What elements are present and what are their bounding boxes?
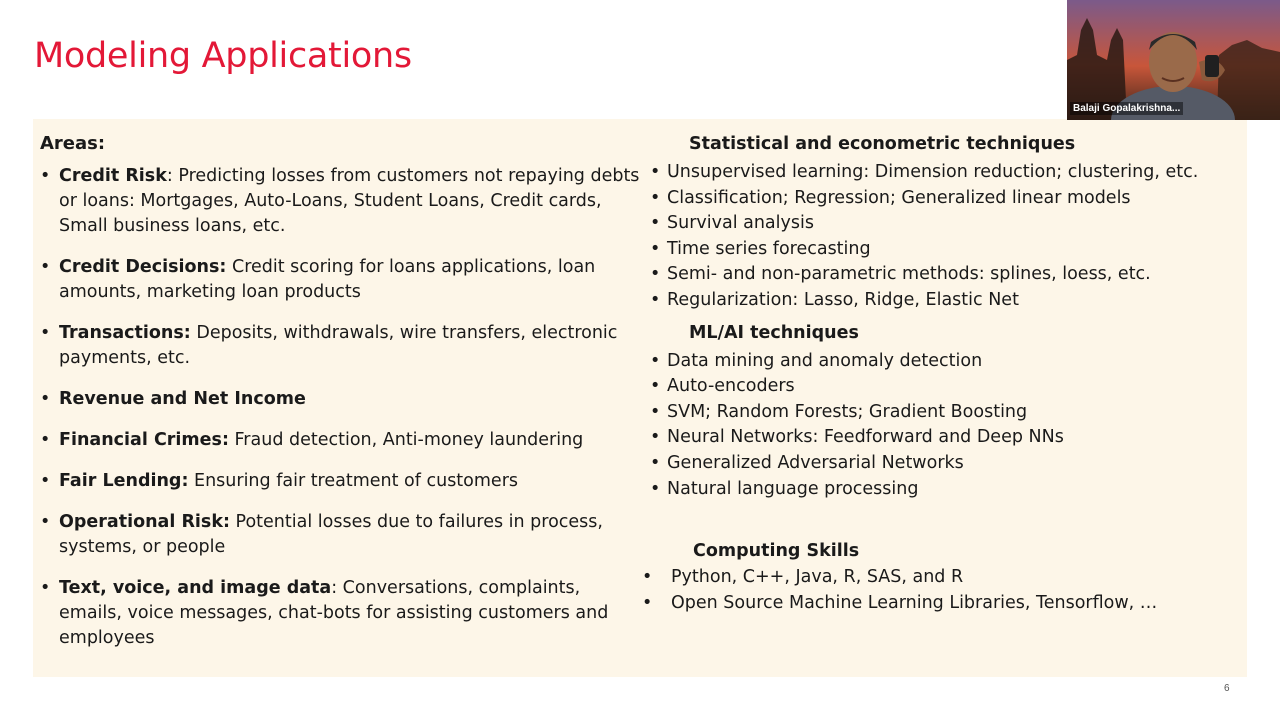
mlai-item: • Data mining and anomaly detection (640, 349, 1240, 375)
page-number: 6 (1224, 683, 1230, 694)
area-term: Credit Decisions: (59, 257, 227, 277)
areas-list (40, 164, 645, 651)
computing-item: • Open Source Machine Learning Libraries, Tensorflow, … (640, 591, 1240, 617)
area-item-fair-lending (40, 469, 645, 494)
area-description: Deposits, withdrawals, wire transfers, electronic payments, etc. (59, 323, 618, 368)
statistical-item: • Survival analysis (640, 211, 1240, 237)
statistical-item: • Unsupervised learning: Dimension reduction; clustering, etc. (640, 160, 1240, 186)
area-item-operational-risk (40, 510, 645, 560)
participant-name-label: Balaji Gopalakrishna... (1070, 102, 1183, 115)
area-item-credit-decisions (40, 255, 645, 305)
area-item-financial-crimes (40, 428, 645, 453)
techniques-column (640, 133, 1240, 616)
statistical-item: • Classification; Regression; Generalized linear models (640, 186, 1240, 212)
area-term: Financial Crimes: (59, 430, 229, 450)
content-panel (33, 119, 1247, 677)
areas-heading: Areas: (40, 133, 106, 154)
mlai-item: • SVM; Random Forests; Gradient Boosting (640, 400, 1240, 426)
area-item-text-voice-image (40, 576, 645, 651)
statistical-item: • Semi- and non-parametric methods: splines, loess, etc. (640, 262, 1240, 288)
areas-column (40, 133, 645, 667)
statistical-heading: Statistical and econometric techniques (689, 134, 1076, 154)
computing-heading: Computing Skills (693, 541, 860, 562)
area-description: Fraud detection, Anti-money laundering (228, 430, 584, 450)
area-term: Revenue and Net Income (59, 389, 306, 409)
participant-video-tile[interactable] (1067, 0, 1280, 120)
computing-list (640, 565, 1240, 616)
area-description: : Conversations, complaints, emails, voice messages, chat-bots for assisting customers and employees (59, 578, 609, 648)
slide-title: Modeling Applications (34, 36, 412, 76)
area-term: Credit Risk (59, 166, 167, 186)
area-term: Transactions: (59, 323, 191, 343)
statistical-list (640, 160, 1240, 314)
mlai-list (640, 349, 1240, 503)
area-term: Operational Risk: (59, 512, 230, 532)
mlai-heading: ML/AI techniques (689, 322, 859, 343)
area-description: : Predicting losses from customers not repaying debts or loans: Mortgages, Auto-Loans, Student Loans, Credit cards, Small business loans, etc. (59, 166, 640, 236)
mlai-item: • Auto-encoders (640, 374, 1240, 400)
computing-item: • Python, C++, Java, R, SAS, and R (640, 565, 1240, 591)
area-item-transactions (40, 321, 645, 371)
area-description: Credit scoring for loans applications, loan amounts, marketing loan products (59, 257, 596, 302)
statistical-item: • Regularization: Lasso, Ridge, Elastic Net (640, 288, 1240, 314)
area-item-revenue (40, 387, 645, 412)
area-description: Potential losses due to failures in process, systems, or people (59, 512, 603, 557)
mlai-item: • Neural Networks: Feedforward and Deep NNs (640, 425, 1240, 451)
area-term: Text, voice, and image data (59, 578, 332, 598)
area-term: Fair Lending: (59, 471, 189, 491)
mlai-item: • Generalized Adversarial Networks (640, 451, 1240, 477)
area-description: Ensuring fair treatment of customers (188, 471, 519, 491)
area-item-credit-risk (40, 164, 645, 239)
mlai-item: • Natural language processing (640, 477, 1240, 503)
statistical-item: • Time series forecasting (640, 237, 1240, 263)
